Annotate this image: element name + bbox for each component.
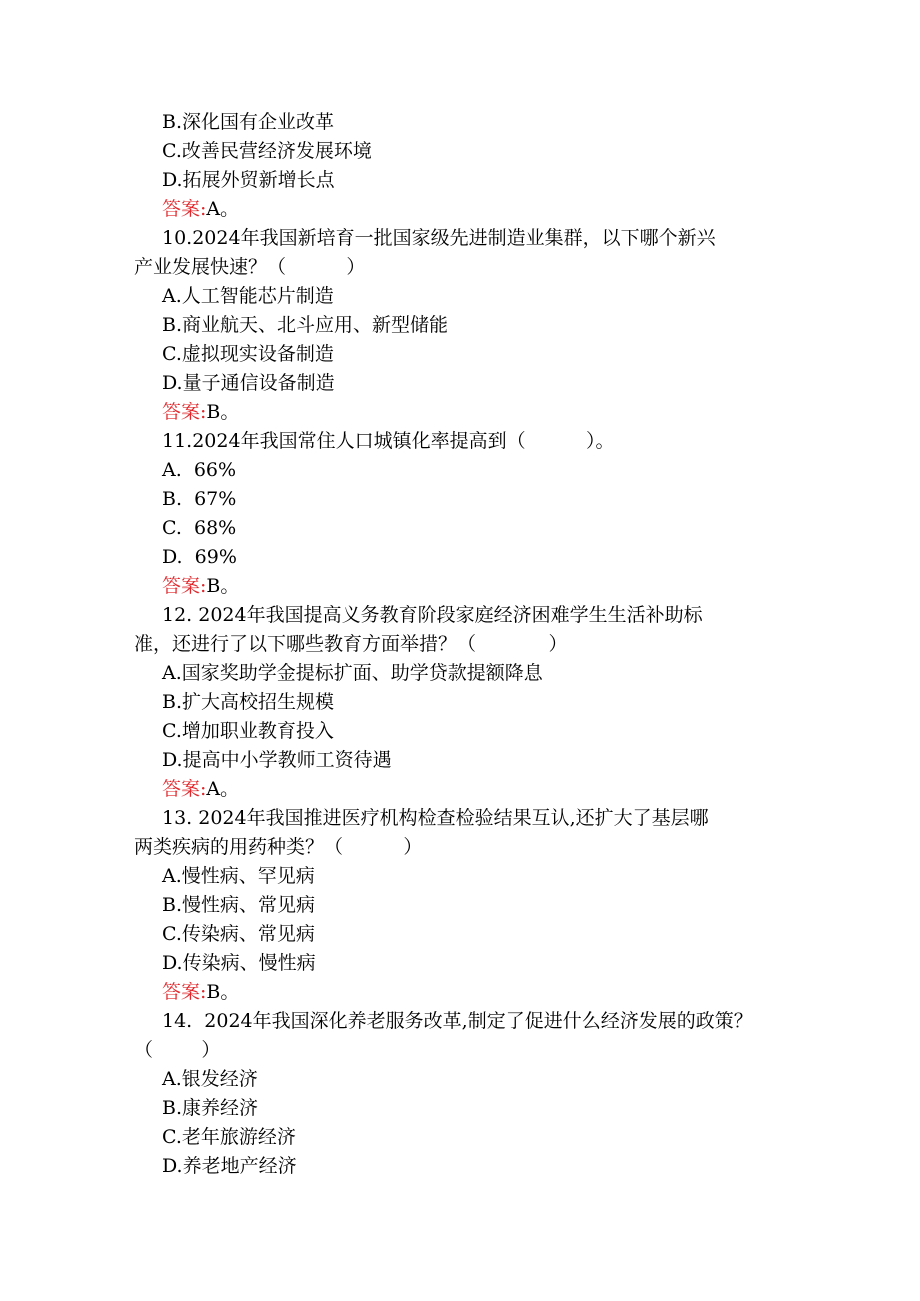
q10-stem-line-2: 产业发展快速？（ ）	[134, 256, 366, 278]
q13-option-d: D.传染病、慢性病	[162, 952, 316, 974]
q10-option-b: B.商业航天、北斗应用、新型储能	[162, 314, 449, 336]
q14-option-c: C.老年旅游经济	[162, 1126, 296, 1148]
q11-stem-line-1: 11.2024年我国常住人口城镇化率提高到（ ）。	[162, 430, 615, 452]
q10-option-d: D.量子通信设备制造	[162, 372, 335, 394]
q13-option-a: A.慢性病、罕见病	[162, 865, 315, 887]
q14-stem-line-1: 14. 2024年我国深化养老服务改革,制定了促进什么经济发展的政策？	[162, 1010, 753, 1032]
question-10	[0, 224, 920, 427]
q12-option-d: D.提高中小学教师工资待遇	[162, 749, 392, 771]
q11-option-a: A. 66%	[162, 459, 237, 481]
question-14	[0, 1007, 920, 1181]
q13-stem-line-2: 两类疾病的用药种类？（ ）	[134, 836, 423, 858]
q9-answer	[0, 195, 920, 224]
q12-option-b: B.扩大高校招生规模	[162, 691, 335, 713]
question-12	[0, 601, 920, 804]
answer-value: B。	[206, 575, 240, 597]
q13-answer	[0, 978, 920, 1007]
q14-stem-line-2: （ ）	[134, 1039, 221, 1061]
q12-stem-line-2: 准，还进行了以下哪些教育方面举措？（ ）	[134, 633, 568, 655]
question-9	[0, 108, 920, 224]
q14-option-b: B.康养经济	[162, 1097, 259, 1119]
q12-stem-line-1: 12. 2024年我国提高义务教育阶段家庭经济困难学生生活补助标	[162, 604, 703, 626]
answer-label: 答案:	[162, 198, 207, 220]
q10-answer	[0, 398, 920, 427]
answer-label: 答案:	[162, 981, 207, 1003]
answer-label: 答案:	[162, 575, 207, 597]
q9-option-d: D.拓展外贸新增长点	[162, 169, 335, 191]
q11-option-b: B. 67%	[162, 488, 237, 510]
q12-option-a: A.国家奖助学金提标扩面、助学贷款提额降息	[162, 662, 543, 684]
question-11	[0, 427, 920, 601]
question-13	[0, 804, 920, 1007]
answer-label: 答案:	[162, 401, 207, 423]
q10-stem-line-1: 10.2024年我国新培育一批国家级先进制造业集群，以下哪个新兴	[162, 227, 716, 249]
q11-answer	[0, 572, 920, 601]
answer-value: A。	[206, 778, 240, 800]
q13-option-c: C.传染病、常见病	[162, 923, 315, 945]
q9-option-b: B.深化国有企业改革	[162, 111, 335, 133]
q14-option-d: D.养老地产经济	[162, 1155, 297, 1177]
q13-option-b: B.慢性病、常见病	[162, 894, 316, 916]
q9-option-c: C.改善民营经济发展环境	[162, 140, 372, 162]
answer-value: B。	[206, 401, 240, 423]
q12-option-c: C.增加职业教育投入	[162, 720, 334, 742]
q12-answer	[0, 775, 920, 804]
q13-stem-line-1: 13. 2024年我国推进医疗机构检查检验结果互认,还扩大了基层哪	[162, 807, 709, 829]
q14-option-a: A.银发经济	[162, 1068, 258, 1090]
answer-label: 答案:	[162, 778, 207, 800]
q11-option-d: D. 69%	[162, 546, 237, 568]
document-page	[0, 108, 920, 1181]
answer-value: B。	[206, 981, 240, 1003]
q11-option-c: C. 68%	[162, 517, 237, 539]
q10-option-a: A.人工智能芯片制造	[162, 285, 334, 307]
q10-option-c: C.虚拟现实设备制造	[162, 343, 334, 365]
answer-value: A。	[206, 198, 240, 220]
